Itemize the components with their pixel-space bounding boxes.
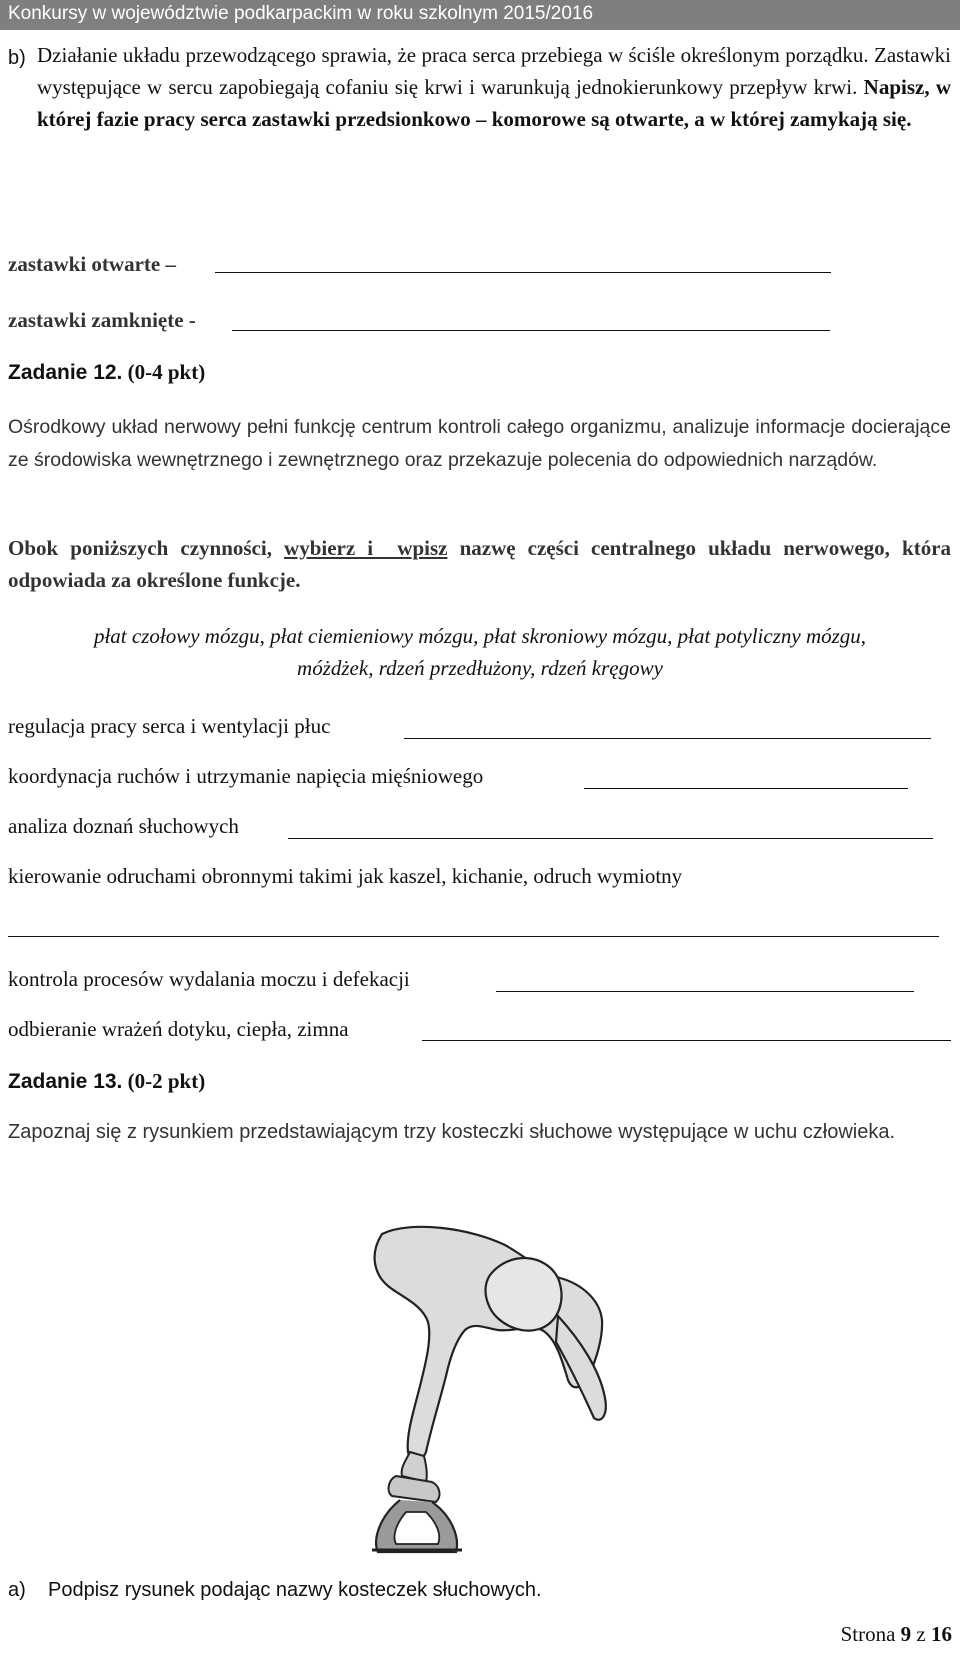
page-header: Konkursy w województwie podkarpackim w roku szkolnym 2015/2016 (0, 0, 960, 30)
answer-line[interactable] (584, 788, 908, 789)
answer-line[interactable] (422, 1040, 951, 1041)
task13-points: (0-2 pkt) (127, 1069, 206, 1093)
answer-line[interactable] (288, 838, 933, 839)
item-label: regulacja pracy serca i wentylacji płuc (8, 714, 331, 738)
valves-open-label: zastawki otwarte – (8, 252, 176, 276)
options-line-2: móżdżek, rdzeń przedłużony, rdzeń kręgowy (297, 656, 663, 680)
item-label: kontrola procesów wydalania moczu i defekacji (8, 967, 410, 991)
task12-instruction-a: Obok poniższych czynności, (8, 536, 272, 560)
task13-title: Zadanie 13. (8, 1070, 123, 1093)
footer-mid: z (916, 1622, 926, 1646)
task12-heading (8, 358, 205, 387)
task13-intro: Zapoznaj się z rysunkiem przedstawiającym trzy kosteczki słuchowe występujące w uchu człowieka. (8, 1121, 896, 1143)
task12-title: Zadanie 12. (8, 361, 123, 384)
ossicle-stapes (389, 1476, 440, 1502)
task12-instruction-underlined: wybierz i wpisz (284, 536, 448, 560)
task12-intro: Ośrodkowy układ nerwowy pełni funkcję centrum kontroli całego organizmu, analizuje informacje docierające ze środowiska wewnętrznego i zewnętrznego oraz przekazuje polecenia do odpowiednich narządów. (8, 416, 951, 471)
item-label: kierowanie odruchami obronnymi takimi jak kaszel, kichanie, odruch wymiotny (8, 864, 683, 888)
item-label: odbieranie wrażeń dotyku, ciepła, zimna (8, 1017, 349, 1041)
task11b-question: Napisz, w której fazie pracy serca zastawki przedsionkowo – komorowe są otwarte, a w której zamykają się. (37, 75, 951, 131)
footer-prefix: Strona (840, 1622, 896, 1646)
task11b-intro: Działanie układu przewodzącego sprawia, że praca serca przebiega w ściśle określonym porządku. Zastawki występujące w sercu zapobiegają cofaniu się krwi i warunkują jednokierunkowy przepływ krwi. (37, 43, 951, 99)
task12-instruction-b: nazwę części centralnego układu nerwowego, która odpowiada za określone funkcje. (8, 536, 952, 592)
task13a-text: Podpisz rysunek podając nazwy kosteczek słuchowych. (48, 1579, 542, 1601)
valves-open-answer-line[interactable] (215, 272, 831, 273)
task11b-prefix: b) (8, 47, 26, 69)
task13a (8, 1576, 542, 1604)
item-label: koordynacja ruchów i utrzymanie napięcia mięśniowego (8, 764, 484, 788)
footer-page: 9 (900, 1622, 912, 1646)
ossicles-illustration (260, 1220, 660, 1560)
options-list (0, 620, 960, 684)
answer-line[interactable] (404, 738, 931, 739)
valves-closed-answer-line[interactable] (232, 330, 830, 331)
task11b-paragraph (37, 39, 951, 135)
task13a-prefix: a) (8, 1579, 26, 1601)
answer-line[interactable] (8, 936, 939, 937)
footer-total: 16 (931, 1622, 952, 1646)
options-line-1: płat czołowy mózgu, płat ciemieniowy mózgu, płat skroniowy mózgu, płat potyliczny mózgu, (93, 624, 867, 648)
task12-points: (0-4 pkt) (127, 360, 206, 384)
task12-instruction (8, 532, 951, 596)
task13-heading (8, 1067, 205, 1096)
item-label: analiza doznań słuchowych (8, 814, 239, 838)
valves-closed-label: zastawki zamknięte - (8, 308, 196, 332)
page-footer (841, 1622, 952, 1647)
answer-line[interactable] (496, 991, 914, 992)
